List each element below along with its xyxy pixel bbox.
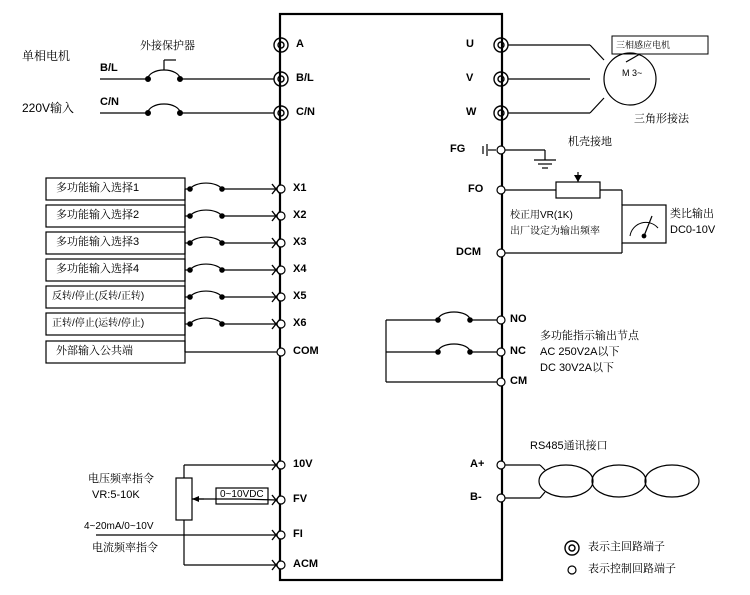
label-motor-symbol: M 3~ [622, 68, 643, 78]
terminal-fo: FO [468, 183, 484, 195]
terminal-com: COM [293, 345, 319, 357]
terminal-x5: X5 [293, 290, 307, 302]
label-x5-function: 反转/停止(反转/正转) [52, 291, 145, 302]
terminal-cn: C/N [296, 106, 315, 118]
legend-control-circuit: 表示控制回路端子 [588, 563, 676, 575]
terminal-nc: NC [510, 345, 526, 357]
label-external-protector: 外接保护器 [140, 40, 195, 52]
terminal-b-minus: B- [470, 491, 482, 503]
terminal-fi: FI [293, 528, 303, 540]
terminal-dcm: DCM [456, 246, 482, 258]
label-vr-spec: VR:5-10K [92, 489, 140, 501]
terminal-fg: FG [450, 143, 466, 155]
label-x2-function: 多功能输入选择2 [56, 209, 140, 221]
terminal-x6: X6 [293, 317, 307, 329]
inverter-body [280, 14, 502, 580]
terminal-u: U [466, 38, 474, 50]
terminal-x1: X1 [293, 182, 307, 194]
label-bl-wire: B/L [100, 62, 118, 74]
label-x6-function: 正转/停止(运转/停止) [52, 318, 145, 329]
label-chassis-ground: 机壳接地 [568, 136, 612, 148]
terminal-w: W [466, 106, 477, 118]
label-relay-dc-rating: DC 30V2A以下 [540, 362, 614, 374]
terminal-cm: CM [510, 375, 528, 387]
label-com-function: 外部输入公共端 [56, 345, 133, 357]
label-current-range: 4~20mA/0~10V [84, 521, 154, 532]
terminal-fv: FV [293, 493, 308, 505]
label-current-command: 电流频率指令 [92, 542, 158, 554]
label-delta-connection: 三角形接法 [634, 113, 689, 125]
label-relay-ac-rating: AC 250V2A以下 [540, 346, 620, 358]
label-vr-range: 0~10VDC [220, 489, 264, 500]
label-analog-output: 类比输出 [670, 208, 714, 220]
terminal-bl: B/L [296, 72, 314, 84]
terminal-a: A [296, 38, 304, 50]
label-analog-range: DC0-10V [670, 224, 716, 236]
label-220v-input: 220V输入 [22, 101, 75, 115]
label-factory-setting: 出厂设定为输出频率 [510, 226, 600, 237]
terminal-x4: X4 [293, 263, 307, 275]
label-three-phase-motor: 三相感应电机 [616, 40, 671, 50]
terminal-acm: ACM [293, 558, 319, 570]
label-vr-calibration: 校正用VR(1K) [510, 210, 573, 221]
label-rs485: RS485通讯接口 [530, 440, 608, 452]
label-x3-function: 多功能输入选择3 [56, 236, 140, 248]
label-single-phase-motor: 单相电机 [22, 49, 71, 63]
terminal-x2: X2 [293, 209, 307, 221]
label-x4-function: 多功能输入选择4 [56, 263, 140, 275]
legend-main-circuit: 表示主回路端子 [588, 541, 665, 553]
terminal-a-plus: A+ [470, 458, 485, 470]
terminal-v: V [466, 72, 474, 84]
label-x1-function: 多功能输入选择1 [56, 182, 140, 194]
terminal-no: NO [510, 313, 527, 325]
terminal-x3: X3 [293, 236, 307, 248]
label-voltage-command: 电压频率指令 [88, 473, 154, 485]
label-relay-output: 多功能指示输出节点 [540, 330, 639, 342]
terminal-10v: 10V [293, 458, 313, 470]
label-cn-wire: C/N [100, 96, 119, 108]
